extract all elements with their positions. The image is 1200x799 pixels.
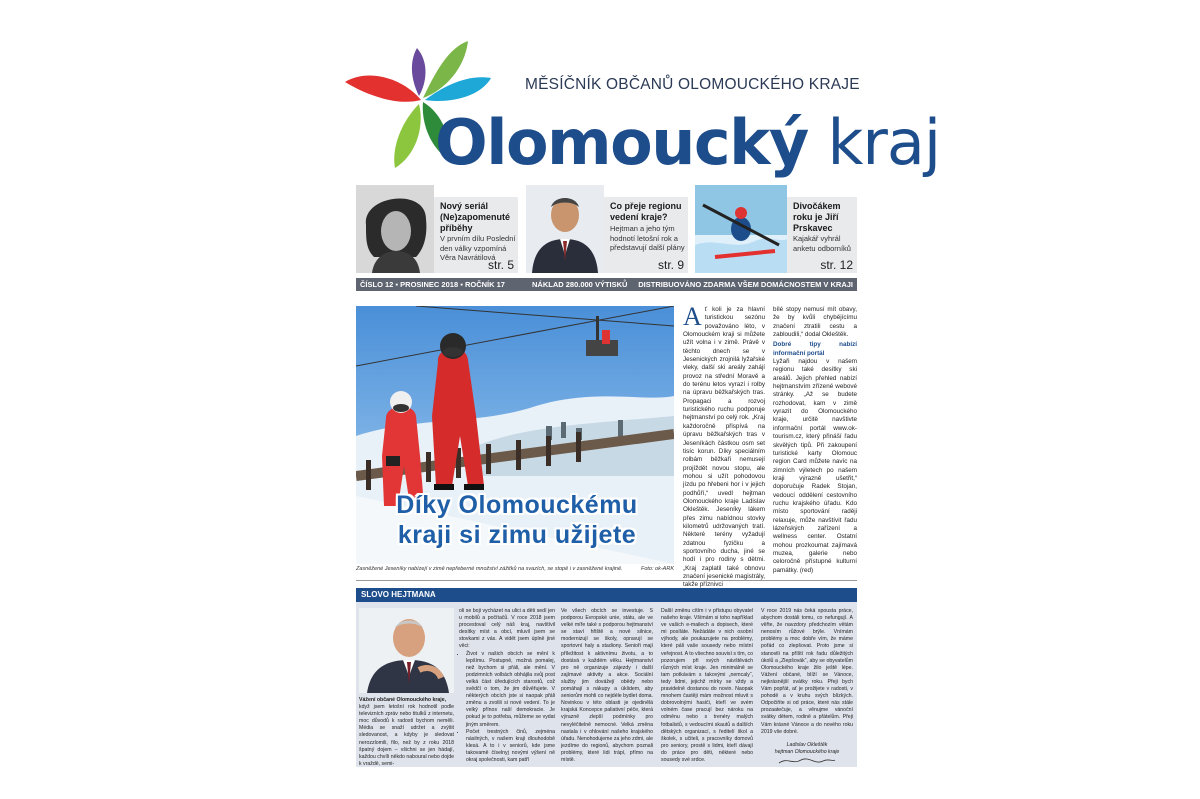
teaser-text: Hejtman a jeho tým hodnotí letošní rok a představují další plány bbox=[610, 224, 685, 252]
teaser-title: Co přeje regionu vedení kraje? bbox=[610, 201, 682, 222]
man-portrait-photo bbox=[526, 185, 604, 273]
teaser-box bbox=[787, 197, 857, 273]
slovo-bullet: • Život v našich obcích se mění k lepšímu. Postupně, možná pomalej, než bychom si přáli, ale mění. V podzimních volbách obhájila svůj post velká část úředujících starostů, což svědčí o tom, že jim důvěřujete. V některých obcích jste si naopak přáli změnu a zvolili si nové vedení. To je velký přínos naší demokracie. Je pokud je to potřeba, můžeme se vydat jiným směrem. bbox=[466, 651, 555, 729]
slovo-text: když jsem letošní rok hodnotil podle televizních zpráv nebo titulků z internetu, moc důvodů k radosti bychom neměli. Média se snaží udržet a zvýšit sledovanost, a kdyby je sledovat nerozzlomili, filo, než by z roku 2018 špatný dojem – všichni se jen hádají, každou chvíli někdo naboural nebo dojde k vraždě, semi- bbox=[359, 704, 454, 767]
signature-name: Ladislav Okleštěk bbox=[786, 741, 828, 748]
governor-photo bbox=[359, 608, 454, 693]
slovo-bullet-list bbox=[459, 651, 555, 765]
section-divider bbox=[356, 580, 857, 581]
signature-role: hejtman Olomouckého kraje bbox=[774, 748, 840, 755]
section-header-slovo-hejtmana bbox=[356, 588, 857, 602]
slovo-text: Další změnu cítím i v přístupu obyvatel našeho kraje. Všímám si toho například ve vašich e-mailech a dopisech, které mi posíláte. Nežádáte v nich osobní výhody, ale poukazujete na problémy, které páli vaše sousedy nebo místní veřejnost. A to všechno souvisí s tím, co pozorujem při svých návštěvách různých míst kraje. Jen minimálně se tam potkávám s takovými „nemcaly“, tedy lidmi, jejichž mírky se vždy a pravidelně dostanou do novin. Naopak mnohem častěji mám možnost mluvit s dobrovolnými hasiči, kteří ve svém volném čase pracují bez nároku na odměnu nebo s trenéry malých fotbalistů, s vedoucími skautů a dalších dětských organizací, s ředitelí škol a školek, s učiteli, s pracovníky domovů pro seniory, prostě s lidmi, kteří dávají do práce pro děti, některé nebo sousedy své srdce. bbox=[661, 608, 753, 763]
distribution: DISTRIBUOVÁNO ZDARMA VŠEM DOMÁCNOSTEM V KRAJI bbox=[638, 280, 853, 289]
main-headline bbox=[362, 490, 672, 550]
masthead-tagline: MĚSÍČNÍK OBČANŮ OLOMOUCKÉHO KRAJE bbox=[525, 76, 860, 93]
greeting: Vážení občané Olomouckého kraje, bbox=[359, 697, 447, 703]
kayaker-photo bbox=[695, 185, 787, 273]
slovo-text: oli se boji vycházet na ulici a děti sedí jen u mobilů a počítačů. V roce 2018 jsem procestoval celý náš kraj, navštívil desítky míst a obcí, mluvil jsem se stovkami z vás. A vidět jsem úplně jiné věci: bbox=[459, 608, 555, 650]
article-text: ť koli je za hlavní turistickou sezónu považováno léto, v Olomouckém kraji si můžete užít volna i v zimě. Právě v těchto dnech se v Jesenických zrojnilá lyžařské vleky, další ski areály zahájí provoz na střední Moravě a do terénu letos vyrazí i rolby na úpravu běžkařských tras. Propagaci a rozvoj turistického ruchu podporuje hejtmanství po celý rok. „Kraj každoročně přispívá na úpravu běžkařských tras v Jeseníkách částkou osm set tisíc korun. Díky speciálním rolbám běžkaři nemusejí projíždět novou stopu, ale mohou si užít pohodovou jízdu po hřebeni hor i v jejich podhůří,“ uvedl hejtman Olomouckého kraje Ladislav Okleštěk. Jeseníky lákem přes zimu nabídnou stovky kilometrů udržovaných tratí. Některé terény vyžadují zdatnou fyzičku a sportovního ducha, jiné se hodí i pro rodiny s dětmi. „Kraj zaplatil také obnovu značení jesenické magistrály, takže příznivci bbox=[683, 306, 765, 589]
article-text: Lyžaři najdou v našem regionu také desítky ski areálů. Jejich přehled nabízí hejtmanstvím zřízené webové stránky. „Až se budete rozhodovat, kam v zimě vyrazit do Olomouckého kraje, určitě navštivte informační portál www.ok-tourism.cz, který přináší řadu skvělých tipů. Při zakoupení turistické karty Olomouc region Card můžete navíc na zimních výletech po našem kraji výrazně ušetřit,“ doporučuje Radek Stojan, vedoucí oddělení cestovního ruchu krajského úřadu. Kdo místo sportování raději relaxuje, může navštívit řadu lázeňských zařízení a wellness center. Ostatní mohou prozkoumat zajímavá muzea, galerie nebo celoročně přístupné kulturní památky. (red) bbox=[773, 358, 857, 574]
drop-cap: A bbox=[683, 302, 702, 331]
masthead-title bbox=[435, 108, 940, 178]
article-column-1 bbox=[683, 302, 765, 590]
teaser-title: Divočákem roku je Jiří Prskavec bbox=[793, 201, 841, 233]
newspaper-page bbox=[343, 36, 941, 770]
masthead-title-light: kraj bbox=[827, 106, 941, 179]
main-photo bbox=[356, 306, 674, 564]
photo-caption bbox=[356, 566, 674, 572]
teaser-serial[interactable] bbox=[356, 185, 518, 273]
teaser-text: Kajakář vyhrál anketu odborníků bbox=[793, 234, 851, 253]
teaser-kayak[interactable] bbox=[695, 185, 857, 273]
signature-scribble-icon bbox=[777, 756, 837, 766]
caption-text: Zasněžené Jeseníky nabízejí v zimě nepřeberné množství zážitků na svazích, se stopě i v zasněžené krajině. bbox=[356, 566, 623, 572]
slovo-column-1 bbox=[359, 697, 454, 768]
teaser-title: Nový seriál (Ne)zapomenuté příběhy bbox=[440, 201, 511, 233]
signature bbox=[761, 742, 853, 769]
slovo-column-4 bbox=[661, 608, 753, 764]
slovo-column-3 bbox=[561, 608, 653, 764]
slovo-bullet: • Počet trestných činů, zejména násilných, v našem kraji dlouhodobě klesá. A to i v seniorů, kde jsme takovamě číselnyj novými výšení ně okraj společnosti, kam patří bbox=[466, 729, 555, 764]
section-title: SLOVO HEJTMANA bbox=[361, 590, 436, 599]
article-subheading: Dobré tipy nabízí informační portál bbox=[773, 341, 857, 357]
slovo-text: V roce 2019 nás čeká spousta práce, abychom dostáli tomu, co nefungují. A věřte, že navzdory předchozím větám nenosím růžové brýle. Vnímám problémy a moc dobře vím, že máme pořád co zlepšovat. Proto jsme si stanovili na příští rok řadu důležitých úkolů a „Zlepšovák“, aby se obyvatelům Olomouckého kraje žilo ještě lépe. Vážení občané, blíží se Vánoce, nejkrásnější svátky roku. Přeji bych Vám popřát, ať je prožijete v radosti, v pohodě a v kruhu svých blízkých. Odpočiňte si od práce, které nás stále prozaatečuje, a věnujme vánoční svátky dětem, rodině a přátelům. Přeji Vám krásné Vánoce a do nového roku 2019 vše dobré. bbox=[761, 608, 853, 735]
slovo-column-2 bbox=[459, 608, 555, 764]
teaser-text: V prvním dílu Poslední den války vzpomíná Věra Navrátilová bbox=[440, 234, 516, 262]
article-text: bílé stopy nemusí mít obavy, že by kvůli chybějícímu značení ztratili cestu a zabloudili,“ dodal Okleštěk. bbox=[773, 306, 857, 339]
headline-line: Díky Olomouckému bbox=[396, 491, 638, 519]
teaser-page: str. 9 bbox=[657, 258, 684, 272]
headline-line: kraji si zimu užijete bbox=[397, 521, 637, 549]
woman-portrait-photo bbox=[356, 185, 434, 273]
article-column-2 bbox=[773, 306, 857, 575]
slovo-column-5 bbox=[761, 608, 853, 769]
teaser-box bbox=[434, 197, 518, 273]
teaser-page: str. 12 bbox=[820, 258, 853, 272]
teaser-page: str. 5 bbox=[487, 258, 514, 272]
slovo-text: Ve všech obcích se investuje. S podporou Evropské unie, státu, ale ve velké míře také s podporou hejtmanství se staví hřiště a nové silnice, modernizují se školy, opravují se sportovní haly a stadiony. Senioři mají příležitost k aktivnímu životu, a to dostává v každém věku. Hejtmanství pro ně organizuje zájezdy i další zajímavé aktivity a akce. Sociální služby jim dovážejí obědy nebo pomáhají s nákupy a úklidem, aby seniorům mohli co nejdéle bydlet doma. Novinkou v této oblasti je ojedinělá krajská Koncepce paliativní péče, která výrazně zlepší podmínky pro nevyléčitelně nemocné. Velká změna nastala i v ohlování našeho krajského úřadu. Nenohodujeme za jeho zdmi, ale jezdíme do regionů, abychom poznali problémy, které lidi trápí, přímo na místě. bbox=[561, 608, 653, 763]
issue-info-bar bbox=[356, 278, 857, 291]
circulation: NÁKLAD 280.000 VÝTISKŮ bbox=[532, 280, 628, 289]
teaser-region[interactable] bbox=[526, 185, 688, 273]
photo-credit: Foto: ok-ARK bbox=[640, 566, 674, 572]
masthead-title-bold: Olomoucký bbox=[435, 106, 808, 179]
teaser-box bbox=[604, 197, 688, 273]
issue-number: ČÍSLO 12 ▪ PROSINEC 2018 ▪ ROČNÍK 17 bbox=[360, 280, 505, 289]
